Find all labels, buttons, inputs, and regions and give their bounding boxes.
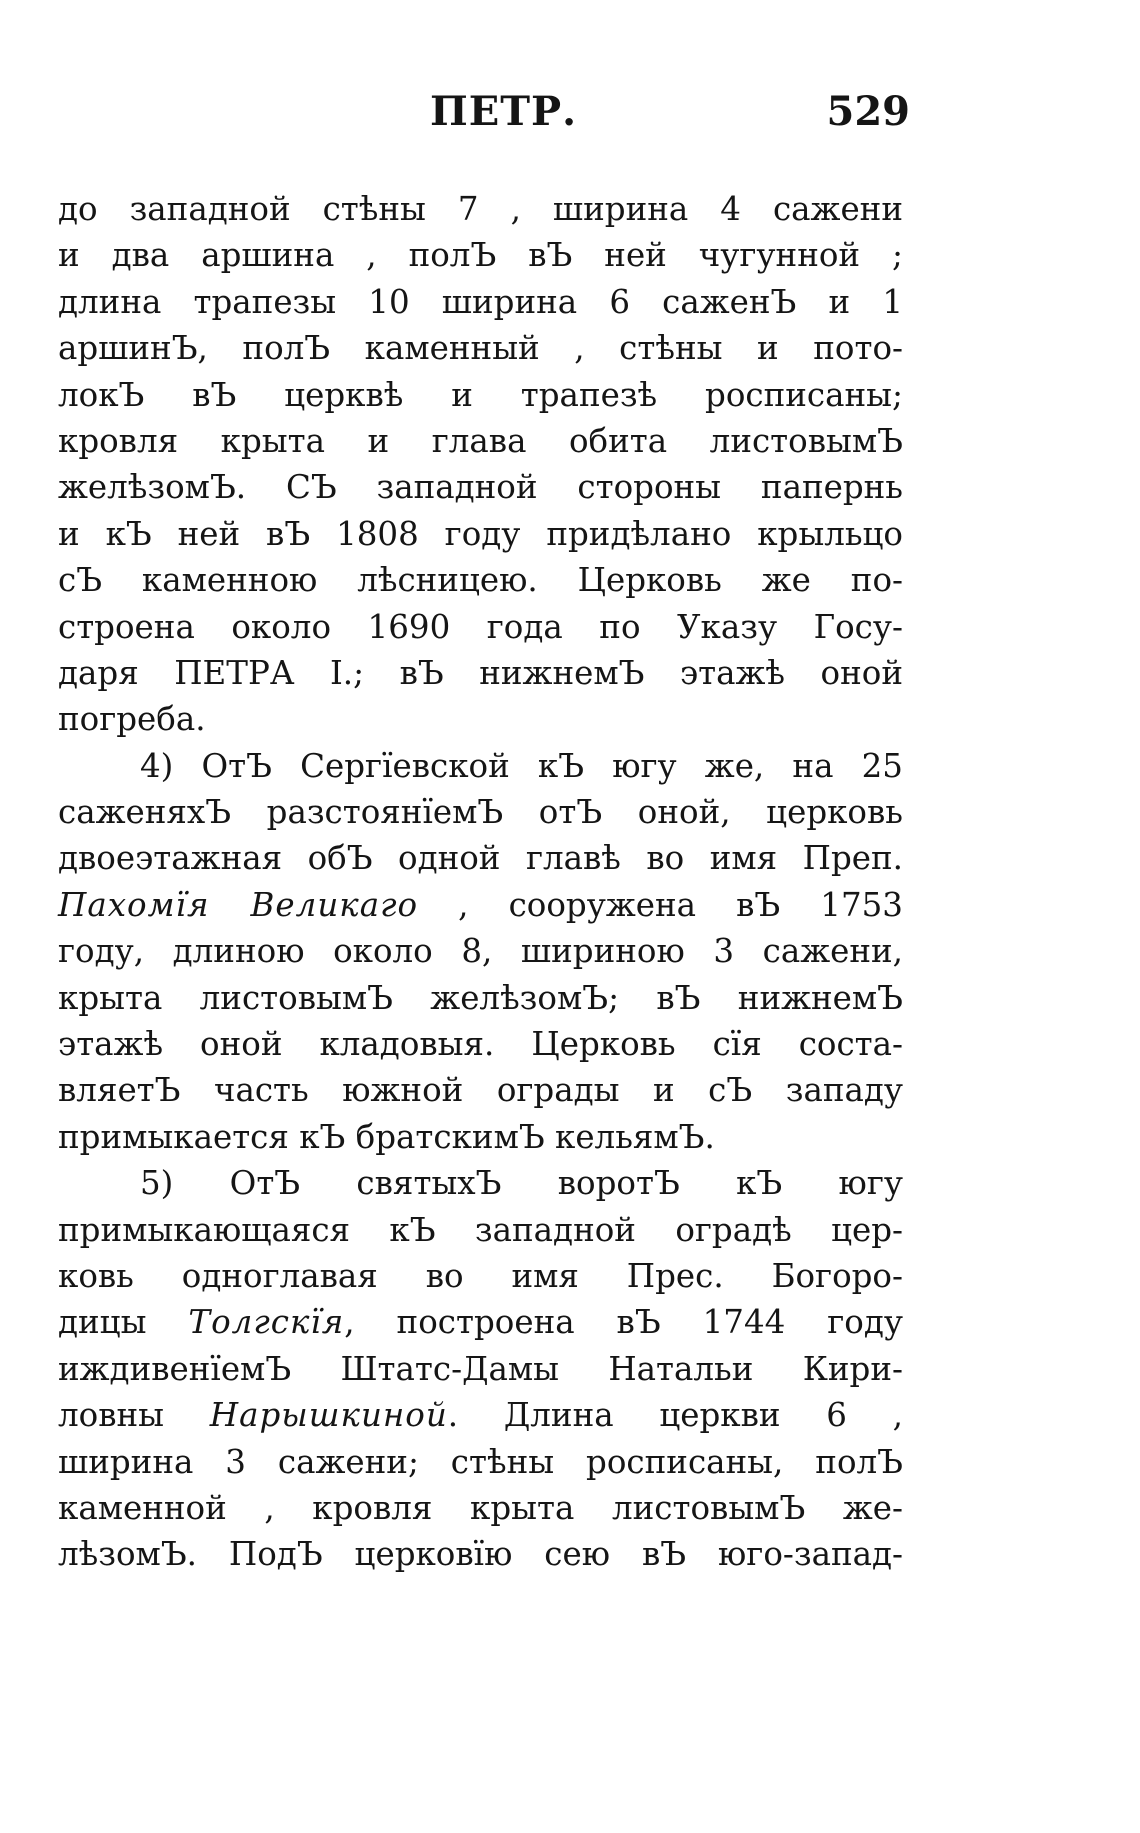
text-line: саженяхЪ разстоянїемЪ отЪ оной, церковь <box>58 793 903 832</box>
page-header <box>60 88 910 148</box>
text-line: кровля крыта и глава обита листовымЪ <box>58 421 903 460</box>
text-line: этажѣ оной кладовыя. Церковь сїя соста- <box>58 1025 903 1064</box>
text-line: примыкающаяся кЪ западной оградѣ цер- <box>58 1210 903 1249</box>
text-run: , построена вЪ 1744 году <box>344 1303 903 1342</box>
body-text <box>58 186 903 1578</box>
text-line: вляетЪ часть южной ограды и сЪ западу <box>58 1071 903 1110</box>
text-line: локЪ вЪ церквѣ и трапезѣ росписаны; <box>58 375 903 414</box>
text-line: желѣзомЪ. СЪ западной стороны папернь <box>58 468 903 507</box>
text-run: дицы <box>58 1303 189 1342</box>
text-run: ловны <box>58 1396 210 1435</box>
paragraph-end-line: погреба. <box>58 700 206 739</box>
running-head: ПЕТР. <box>430 88 578 135</box>
text-line: крыта листовымЪ желѣзомЪ; вЪ нижнемЪ <box>58 978 903 1017</box>
text-line: ширина 3 сажени; стѣны росписаны, полЪ <box>58 1442 903 1481</box>
paragraph-start-line: 5) ОтЪ святыхЪ воротЪ кЪ югу <box>140 1164 903 1203</box>
text-line: году, длиною около 8, шириною 3 сажени, <box>58 932 903 971</box>
page-number: 529 <box>826 88 910 135</box>
italic-name: Нарышкиной <box>209 1396 448 1435</box>
text-line: иждивенїемЪ Штатс-Дамы Натальи Кири- <box>58 1349 903 1388</box>
text-line: двоеэтажная обЪ одной главѣ во имя Преп. <box>58 839 903 878</box>
text-line: и кЪ ней вЪ 1808 году придѣлано крыльцо <box>58 514 903 553</box>
text-line <box>58 1299 903 1345</box>
text-run: , сооружена вЪ 1753 <box>418 885 903 924</box>
text-line: каменной , кровля крыта листовымЪ же- <box>58 1488 903 1527</box>
text-line: даря ПЕТРА I.; вЪ нижнемЪ этажѣ оной <box>58 653 903 692</box>
italic-name: Пахомїя Великаго <box>58 885 419 924</box>
paragraph-end-line: примыкается кЪ братскимЪ кельямЪ. <box>58 1117 715 1156</box>
text-line <box>58 1392 903 1438</box>
text-run: . Длина церкви 6 , <box>447 1396 903 1435</box>
text-line: сЪ каменною лѣсницею. Церковь же по- <box>58 561 903 600</box>
paragraph-start-line: 4) ОтЪ Сергїевской кЪ югу же, на 25 <box>140 746 903 785</box>
text-line: аршинЪ, полЪ каменный , стѣны и пото- <box>58 329 903 368</box>
text-line: до западной стѣны 7 , ширина 4 сажени <box>58 190 903 228</box>
text-line: строена около 1690 года по Указу Госу- <box>58 607 903 646</box>
text-line: ковь одноглавая во имя Прес. Богоро- <box>58 1256 903 1295</box>
text-line: лѣзомЪ. ПодЪ церковїю сею вЪ юго-запад- <box>58 1535 903 1574</box>
text-line <box>58 882 903 928</box>
italic-name: Толгскїя <box>188 1303 345 1342</box>
text-line: длина трапезы 10 ширина 6 саженЪ и 1 <box>58 282 903 321</box>
text-line: и два аршина , полЪ вЪ ней чугунной ; <box>58 236 903 275</box>
